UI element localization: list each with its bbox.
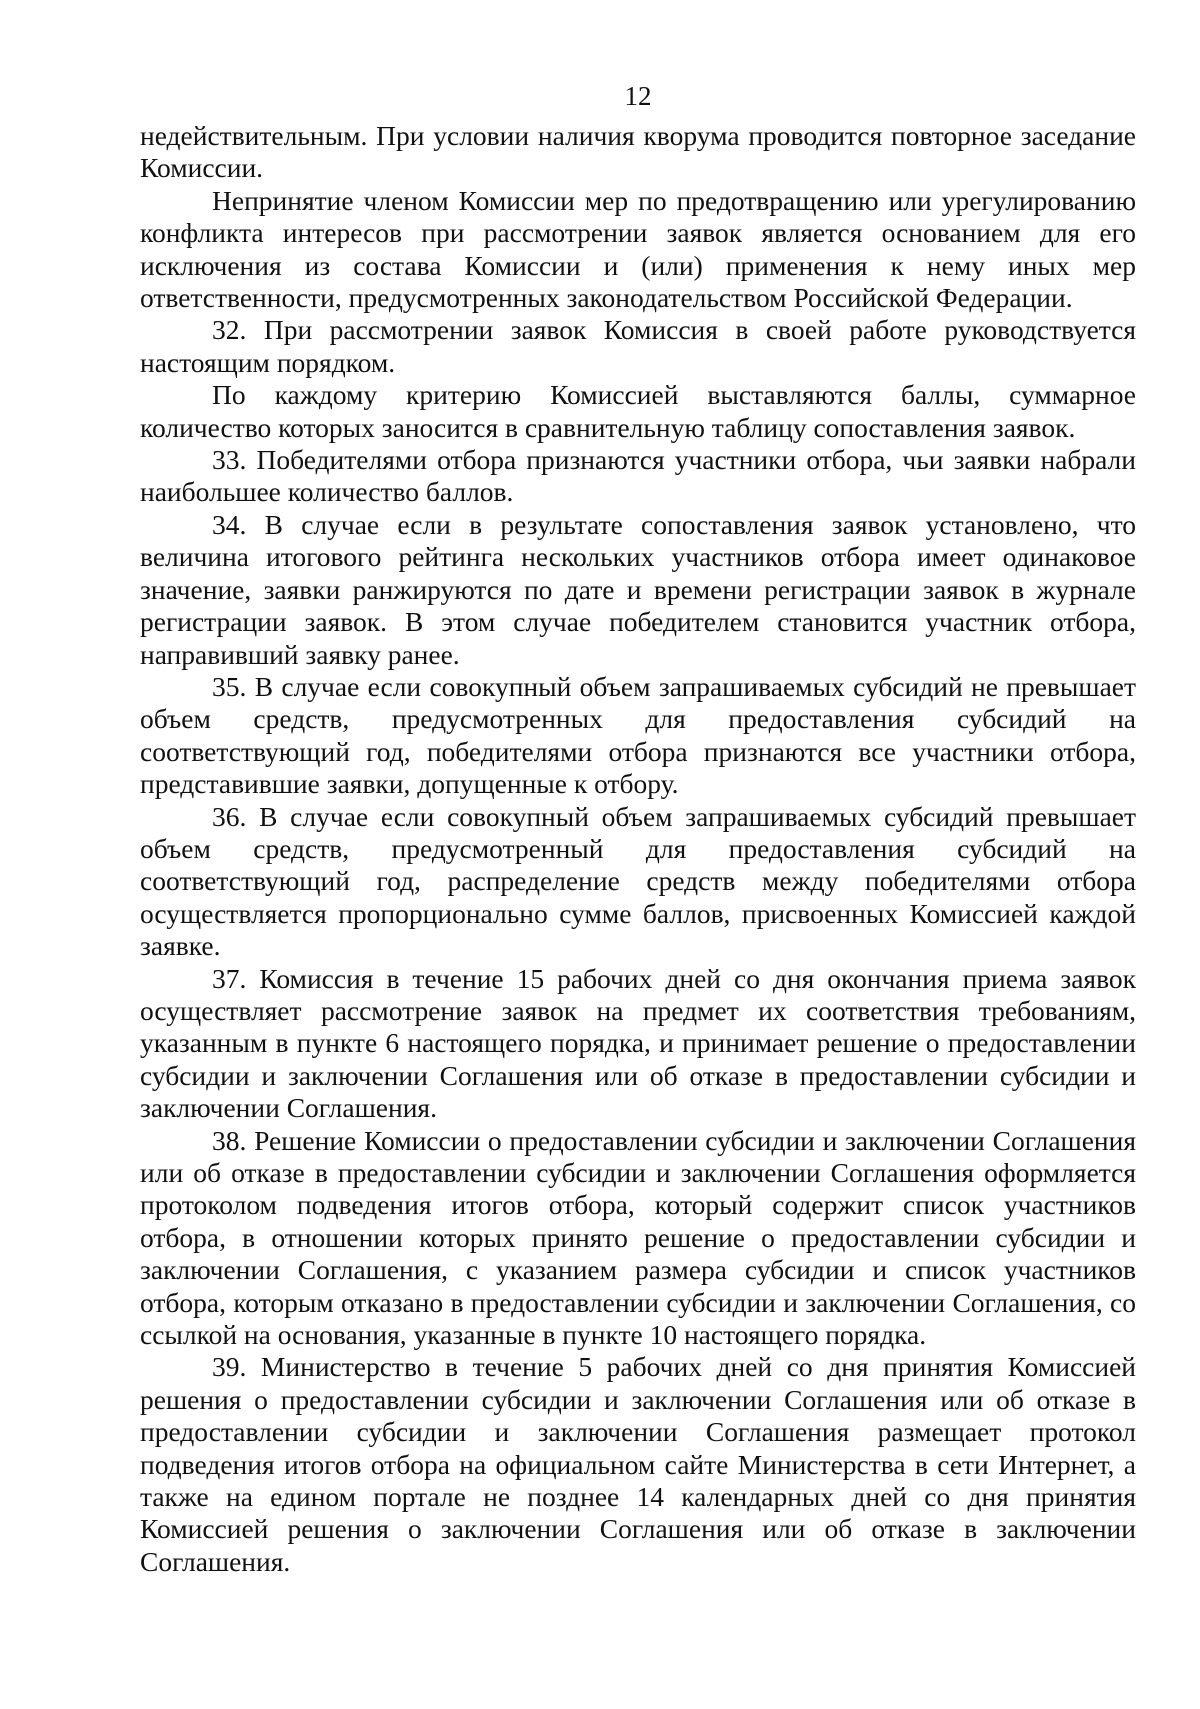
paragraph-criteria-scores: По каждому критерию Комиссией выставляются баллы, суммарное количество которых заносится в сравнительную таблицу сопоставления заявок.	[140, 379, 1136, 443]
page-number: 12	[624, 81, 652, 111]
paragraph-item-37: 37. Комиссия в течение 15 рабочих дней со дня окончания приема заявок осуществляет рассмотрение заявок на предмет их соответствия требованиям, указанным в пункте 6 настоящего порядка, и принимает решение о предоставлении субсидии и заключении Соглашения или об отказе в предоставлении субсидии и заключении Соглашения.	[140, 962, 1136, 1124]
paragraph-item-35: 35. В случае если совокупный объем запрашиваемых субсидий не превышает объем средств, предусмотренных для предоставления субсидий на соответствующий год, победителями отбора признаются все участники отбора, представившие заявки, допущенные к отбору.	[140, 670, 1136, 800]
paragraph-item-39: 39. Министерство в течение 5 рабочих дней со дня принятия Комиссией решения о предоставлении субсидии и заключении Соглашения или об отказе в предоставлении субсидии и заключении Соглашения размещает протокол подведения итогов отбора на официальном сайте Министерства в сети Интернет, а также на едином портале не позднее 14 календарных дней со дня принятия Комиссией решения о заключении Соглашения или об отказе в заключении Соглашения.	[140, 1351, 1136, 1577]
document-body	[140, 120, 1136, 1578]
paragraph-item-32: 32. При рассмотрении заявок Комиссия в своей работе руководствуется настоящим порядком.	[140, 314, 1136, 378]
paragraph-item-36: 36. В случае если совокупный объем запрашиваемых субсидий превышает объем средств, предусмотренный для предоставления субсидий на соответствующий год, распределение средств между победителями отбора осуществляется пропорционально сумме баллов, присвоенных Комиссией каждой заявке.	[140, 800, 1136, 962]
paragraph-conflict-of-interest: Непринятие членом Комиссии мер по предотвращению или урегулированию конфликта интересов при рассмотрении заявок является основанием для его исключения из состава Комиссии и (или) применения к нему иных мер ответственности, предусмотренных законодательством Российской Федерации.	[140, 184, 1136, 314]
paragraph-item-38: 38. Решение Комиссии о предоставлении субсидии и заключении Соглашения или об отказе в предоставлении субсидии и заключении Соглашения оформляется протоколом подведения итогов отбора, который содержит список участников отбора, в отношении которых принято решение о предоставлении субсидии и заключении Соглашения, с указанием размера субсидии и список участников отбора, которым отказано в предоставлении субсидии и заключении Соглашения, со ссылкой на основания, указанные в пункте 10 настоящего порядка.	[140, 1124, 1136, 1351]
paragraph-continuation: недействительным. При условии наличия кворума проводится повторное заседание Комиссии.	[140, 120, 1136, 184]
paragraph-item-33: 33. Победителями отбора признаются участники отбора, чьи заявки набрали наибольшее количество баллов.	[140, 444, 1136, 508]
paragraph-item-34: 34. В случае если в результате сопоставления заявок установлено, что величина итогового рейтинга нескольких участников отбора имеет одинаковое значение, заявки ранжируются по дате и времени регистрации заявок в журнале регистрации заявок. В этом случае победителем становится участник отбора, направивший заявку ранее.	[140, 508, 1136, 670]
